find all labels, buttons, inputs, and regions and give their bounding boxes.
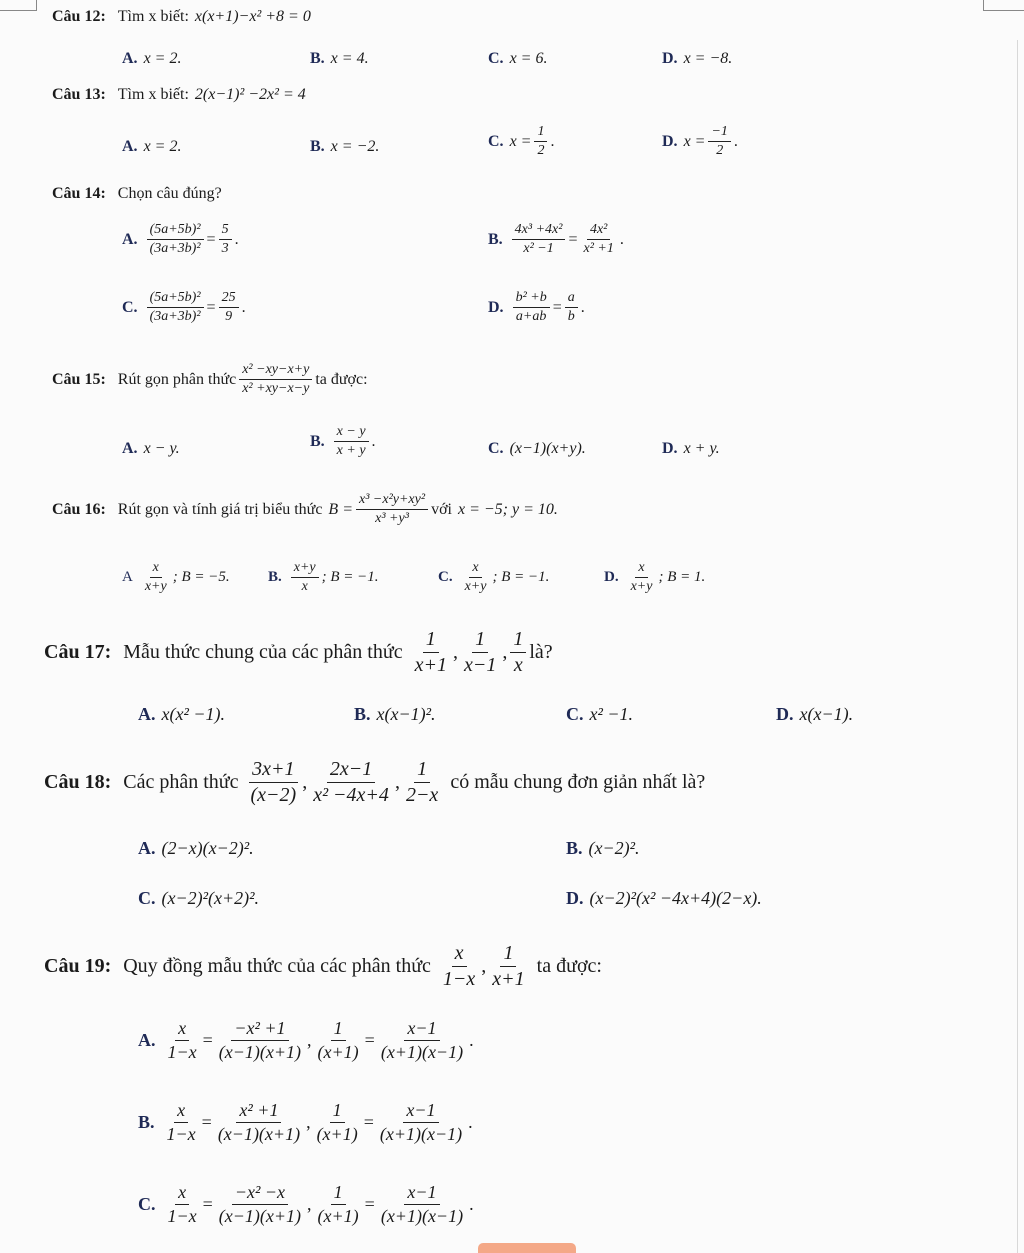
option-value: x = 2. [143,138,182,155]
option-value: x(x−1)². [376,704,436,724]
option-b[interactable] [310,50,369,68]
option-label: B. [310,138,325,155]
fraction: $\frac{1}{x+1}$ [492,942,525,990]
option-label: D. [604,569,619,586]
option-label: D. [662,440,678,457]
option-b[interactable]: B. $\frac{x - y}{x + y}$ . [310,424,376,459]
question-number: Câu 15: [52,370,106,388]
highlight-tab [478,1243,576,1253]
option-a[interactable]: A $\frac{x}{x+y}$ ; B = −5. [122,560,230,595]
option-label: C. [138,888,156,908]
option-value: x = [509,132,532,150]
option-c[interactable] [488,50,547,68]
question-text: Mẫu thức chung của các phân thức [123,641,403,663]
option-label: B. [310,50,325,67]
option-label: A. [138,1029,156,1050]
fraction: $\frac{x}{1-x}$ [167,1018,197,1062]
option-label: B. [488,230,503,248]
option-c[interactable]: C. x = $\frac{1}{2}$ . [488,124,555,159]
option-d[interactable]: D. x = $\frac{-1}{2}$ . [662,124,738,159]
fraction: $\frac{25}{9}$ [219,290,239,325]
option-value: (x−2)²(x² −4x+4)(2−x). [589,888,762,908]
fraction: $\frac{\text{x² −xy−x+y}}{\text{x² +xy−x−y}}$ [239,362,312,397]
fraction: $\frac{x}{1-x}$ [167,1182,197,1226]
option-d[interactable]: D. $\frac{\text{b² +b}}{a+ab}$ = $\frac{a}{b}$ . [488,290,585,325]
option-label: C. [488,50,504,67]
question-number: Câu 13: [52,86,106,103]
page-edge [1017,40,1018,1253]
fraction: $\frac{\text{(5a+5b)²}}{\text{(3a+3b)²}}$ [147,222,204,257]
option-label: A. [122,230,138,248]
option-c[interactable]: C. $\frac{\text{(5a+5b)²}}{\text{(3a+3b)²}}$ = $\frac{25}{9}$ . [122,290,246,325]
question-number: Câu 16: [52,500,106,518]
option-label: C. [438,569,453,586]
question-text: Chọn câu đúng? [117,185,222,202]
option-label: D. [566,888,584,908]
option-d[interactable] [662,440,720,458]
question-expression: x(x+1)−x² +8 = 0 [194,8,311,25]
option-label: C. [122,298,138,316]
option-label: B. [566,838,583,858]
question-14 [52,185,222,203]
fraction: $\frac{x+y}{x}$ [291,560,319,595]
question-18: Câu 18: Các phân thức $\frac{3x+1}{(x-2)}$ , $\frac{2x-1}{\text{x² −4x+4}}$ , $\frac{1}{2-x}$ có mẫu chung đơn giản nhất là? [44,758,706,806]
option-a[interactable] [122,138,181,156]
question-number: Câu 17: [44,641,112,663]
option-label: A. [138,838,156,858]
option-value: x − y. [143,440,180,457]
option-label: C. [138,1193,156,1214]
fraction: $\frac{1}{(x+1)}$ [317,1018,359,1062]
question-text-tail: ta được: [315,370,368,388]
question-12 [52,8,311,26]
fraction: $\frac{1}{(x+1)}$ [316,1100,358,1144]
option-c[interactable] [138,888,259,909]
option-label: A. [122,138,138,155]
option-value: x + y. [683,440,720,457]
fraction: $\frac{-1}{2}$ [708,124,730,159]
option-value: x = 6. [509,50,548,67]
condition: x = −5; y = 10. [457,500,558,518]
option-value: x(x² −1). [161,704,226,724]
option-value: x = 2. [143,50,182,67]
option-b[interactable]: B. $\frac{\text{4x³ +4x²}}{\text{x² −1}}$ = $\frac{\text{4x²}}{\text{x² +1}}$ . [488,222,624,257]
question-16 [52,492,558,527]
option-c[interactable]: C. $\frac{x}{1-x}$ = $\frac{\text{−x² −x}}{(x-1)(x+1)}$ , $\frac{1}{(x+1)}$ = $\frac{x-1}{(x+1)(x-1)}$ . [138,1182,474,1226]
option-value: x = 4. [330,50,369,67]
option-label: B. [310,432,325,450]
fraction: $\frac{x-1}{(x+1)(x-1)}$ [380,1182,464,1226]
option-label: D. [488,298,504,316]
question-text-tail: có mẫu chung đơn giản nhất là? [450,771,706,793]
option-a[interactable] [122,440,180,458]
question-text-tail: ta được: [536,955,602,977]
question-number: Câu 12: [52,8,106,25]
option-a[interactable] [138,838,254,859]
option-b[interactable] [566,838,640,859]
question-text: Tìm x biết: [117,86,189,103]
page-corner-mark [983,0,1024,11]
fraction: $\frac{\text{x³ −x²y+xy²}}{\text{x³ +y³}}$ [356,492,428,527]
option-a[interactable] [122,50,181,68]
fraction: $\frac{\text{−x² −x}}{(x-1)(x+1)}$ [218,1182,302,1226]
option-label: D. [662,132,678,150]
question-number: Câu 19: [44,955,112,977]
question-17: Câu 17: Mẫu thức chung của các phân thức $\frac{1}{x+1}$ , $\frac{1}{x-1}$ , $\frac{1}{x}$ là? [44,628,553,676]
option-label: B. [268,569,282,586]
option-label: C. [488,440,504,457]
option-a[interactable]: A. $\frac{x}{1-x}$ = $\frac{\text{−x² +1}}{(x-1)(x+1)}$ , $\frac{1}{(x+1)}$ = $\frac{x-1}{(x+1)(x-1)}$ . [138,1018,474,1062]
fraction: $\frac{1}{x}$ [510,628,526,677]
fraction: $\frac{x}{x+y}$ [464,560,487,595]
fraction: $\frac{x}{1-x}$ [166,1100,196,1144]
option-c[interactable] [566,704,633,725]
fraction: $\frac{1}{2}$ [534,124,547,159]
option-value: x = −2. [330,138,380,155]
question-19: Câu 19: Quy đồng mẫu thức của các phân thức $\frac{x}{1-x}$ , $\frac{1}{x+1}$ ta được: [44,942,602,990]
option-label: A. [122,440,138,457]
option-label: B. [138,1111,155,1132]
fraction: $\frac{a}{b}$ [565,290,578,325]
option-b[interactable]: B. $\frac{x+y}{x}$ ; B = −1. [268,560,379,595]
question-text-tail: với [431,500,452,518]
option-value: x² −1. [589,704,634,724]
fraction: $\frac{x}{x+y}$ [630,560,653,595]
fraction: $\frac{\text{−x² +1}}{(x-1)(x+1)}$ [218,1018,302,1062]
option-value: x(x−1). [799,704,854,724]
option-value: (2−x)(x−2)². [161,838,254,858]
fraction: $\frac{2x-1}{\text{x² −4x+4}}$ [313,758,389,806]
fraction: $\frac{1}{(x+1)}$ [317,1182,359,1226]
option-label: D. [776,704,794,724]
question-15 [52,362,368,397]
fraction: $\frac{x-1}{(x+1)(x-1)}$ [379,1100,463,1144]
question-text: Rút gọn phân thức [117,370,237,388]
question-number: Câu 18: [44,771,112,793]
page-corner-mark [0,0,37,11]
option-d[interactable] [776,704,853,725]
fraction: $\frac{\text{4x²}}{\text{x² +1}}$ [583,222,614,257]
option-a[interactable]: A. $\frac{\text{(5a+5b)²}}{\text{(3a+3b)²}}$ = $\frac{5}{3}$ . [122,222,239,257]
fraction: $\frac{\text{x² +1}}{(x-1)(x+1)}$ [217,1100,301,1144]
option-c[interactable]: C. $\frac{x}{x+y}$ ; B = −1. [438,560,550,595]
option-value: (x−2)²(x+2)². [161,888,260,908]
fraction: $\frac{3x+1}{(x-2)}$ [250,758,297,806]
option-label: C. [566,704,584,724]
question-number: Câu 14: [52,185,106,202]
option-label: A. [138,704,156,724]
option-b[interactable] [310,138,379,156]
option-d[interactable] [662,50,732,68]
option-value: x = −8. [683,50,733,67]
fraction: $\frac{1}{x+1}$ [414,628,447,676]
option-d[interactable] [566,888,762,909]
fraction: $\frac{\text{(5a+5b)²}}{\text{(3a+3b)²}}$ [147,290,204,325]
option-label: A [122,569,133,586]
option-d[interactable]: D. $\frac{x}{x+y}$ ; B = 1. [604,560,706,595]
option-b[interactable]: B. $\frac{x}{1-x}$ = $\frac{\text{x² +1}}{(x-1)(x+1)}$ , $\frac{1}{(x+1)}$ = $\frac{x-1}{(x+1)(x-1)}$ . [138,1100,473,1144]
question-text: Rút gọn và tính giá trị biểu thức [117,500,323,518]
question-13 [52,86,306,104]
option-a[interactable] [138,704,225,725]
option-b[interactable] [354,704,436,725]
question-text-tail: là? [529,641,553,663]
option-value: (x−1)(x+y). [509,440,586,457]
option-label: A. [122,50,138,67]
fraction: $\frac{x}{x+y}$ [144,560,167,595]
option-value: x = [683,132,706,150]
fraction: $\frac{5}{3}$ [219,222,232,257]
fraction: $\frac{x-1}{(x+1)(x-1)}$ [380,1018,464,1062]
option-label: D. [662,50,678,67]
option-label: C. [488,132,504,150]
question-expression: 2(x−1)² −2x² = 4 [194,86,306,103]
question-text: Quy đồng mẫu thức của các phân thức [123,955,431,977]
expression-label: B = [328,500,353,518]
question-text: Các phân thức [123,771,239,793]
fraction: $\frac{1}{2-x}$ [405,758,439,806]
option-label: B. [354,704,371,724]
fraction: $\frac{1}{x-1}$ [463,628,497,676]
fraction: $\frac{\text{b² +b}}{a+ab}$ [513,290,550,325]
fraction: $\frac{x}{1-x}$ [442,942,476,990]
option-value: (x−2)². [588,838,640,858]
question-text: Tìm x biết: [117,8,189,25]
fraction: $\frac{x - y}{x + y}$ [334,424,369,459]
option-c[interactable] [488,440,586,458]
fraction: $\frac{\text{4x³ +4x²}}{\text{x² −1}}$ [512,222,566,257]
